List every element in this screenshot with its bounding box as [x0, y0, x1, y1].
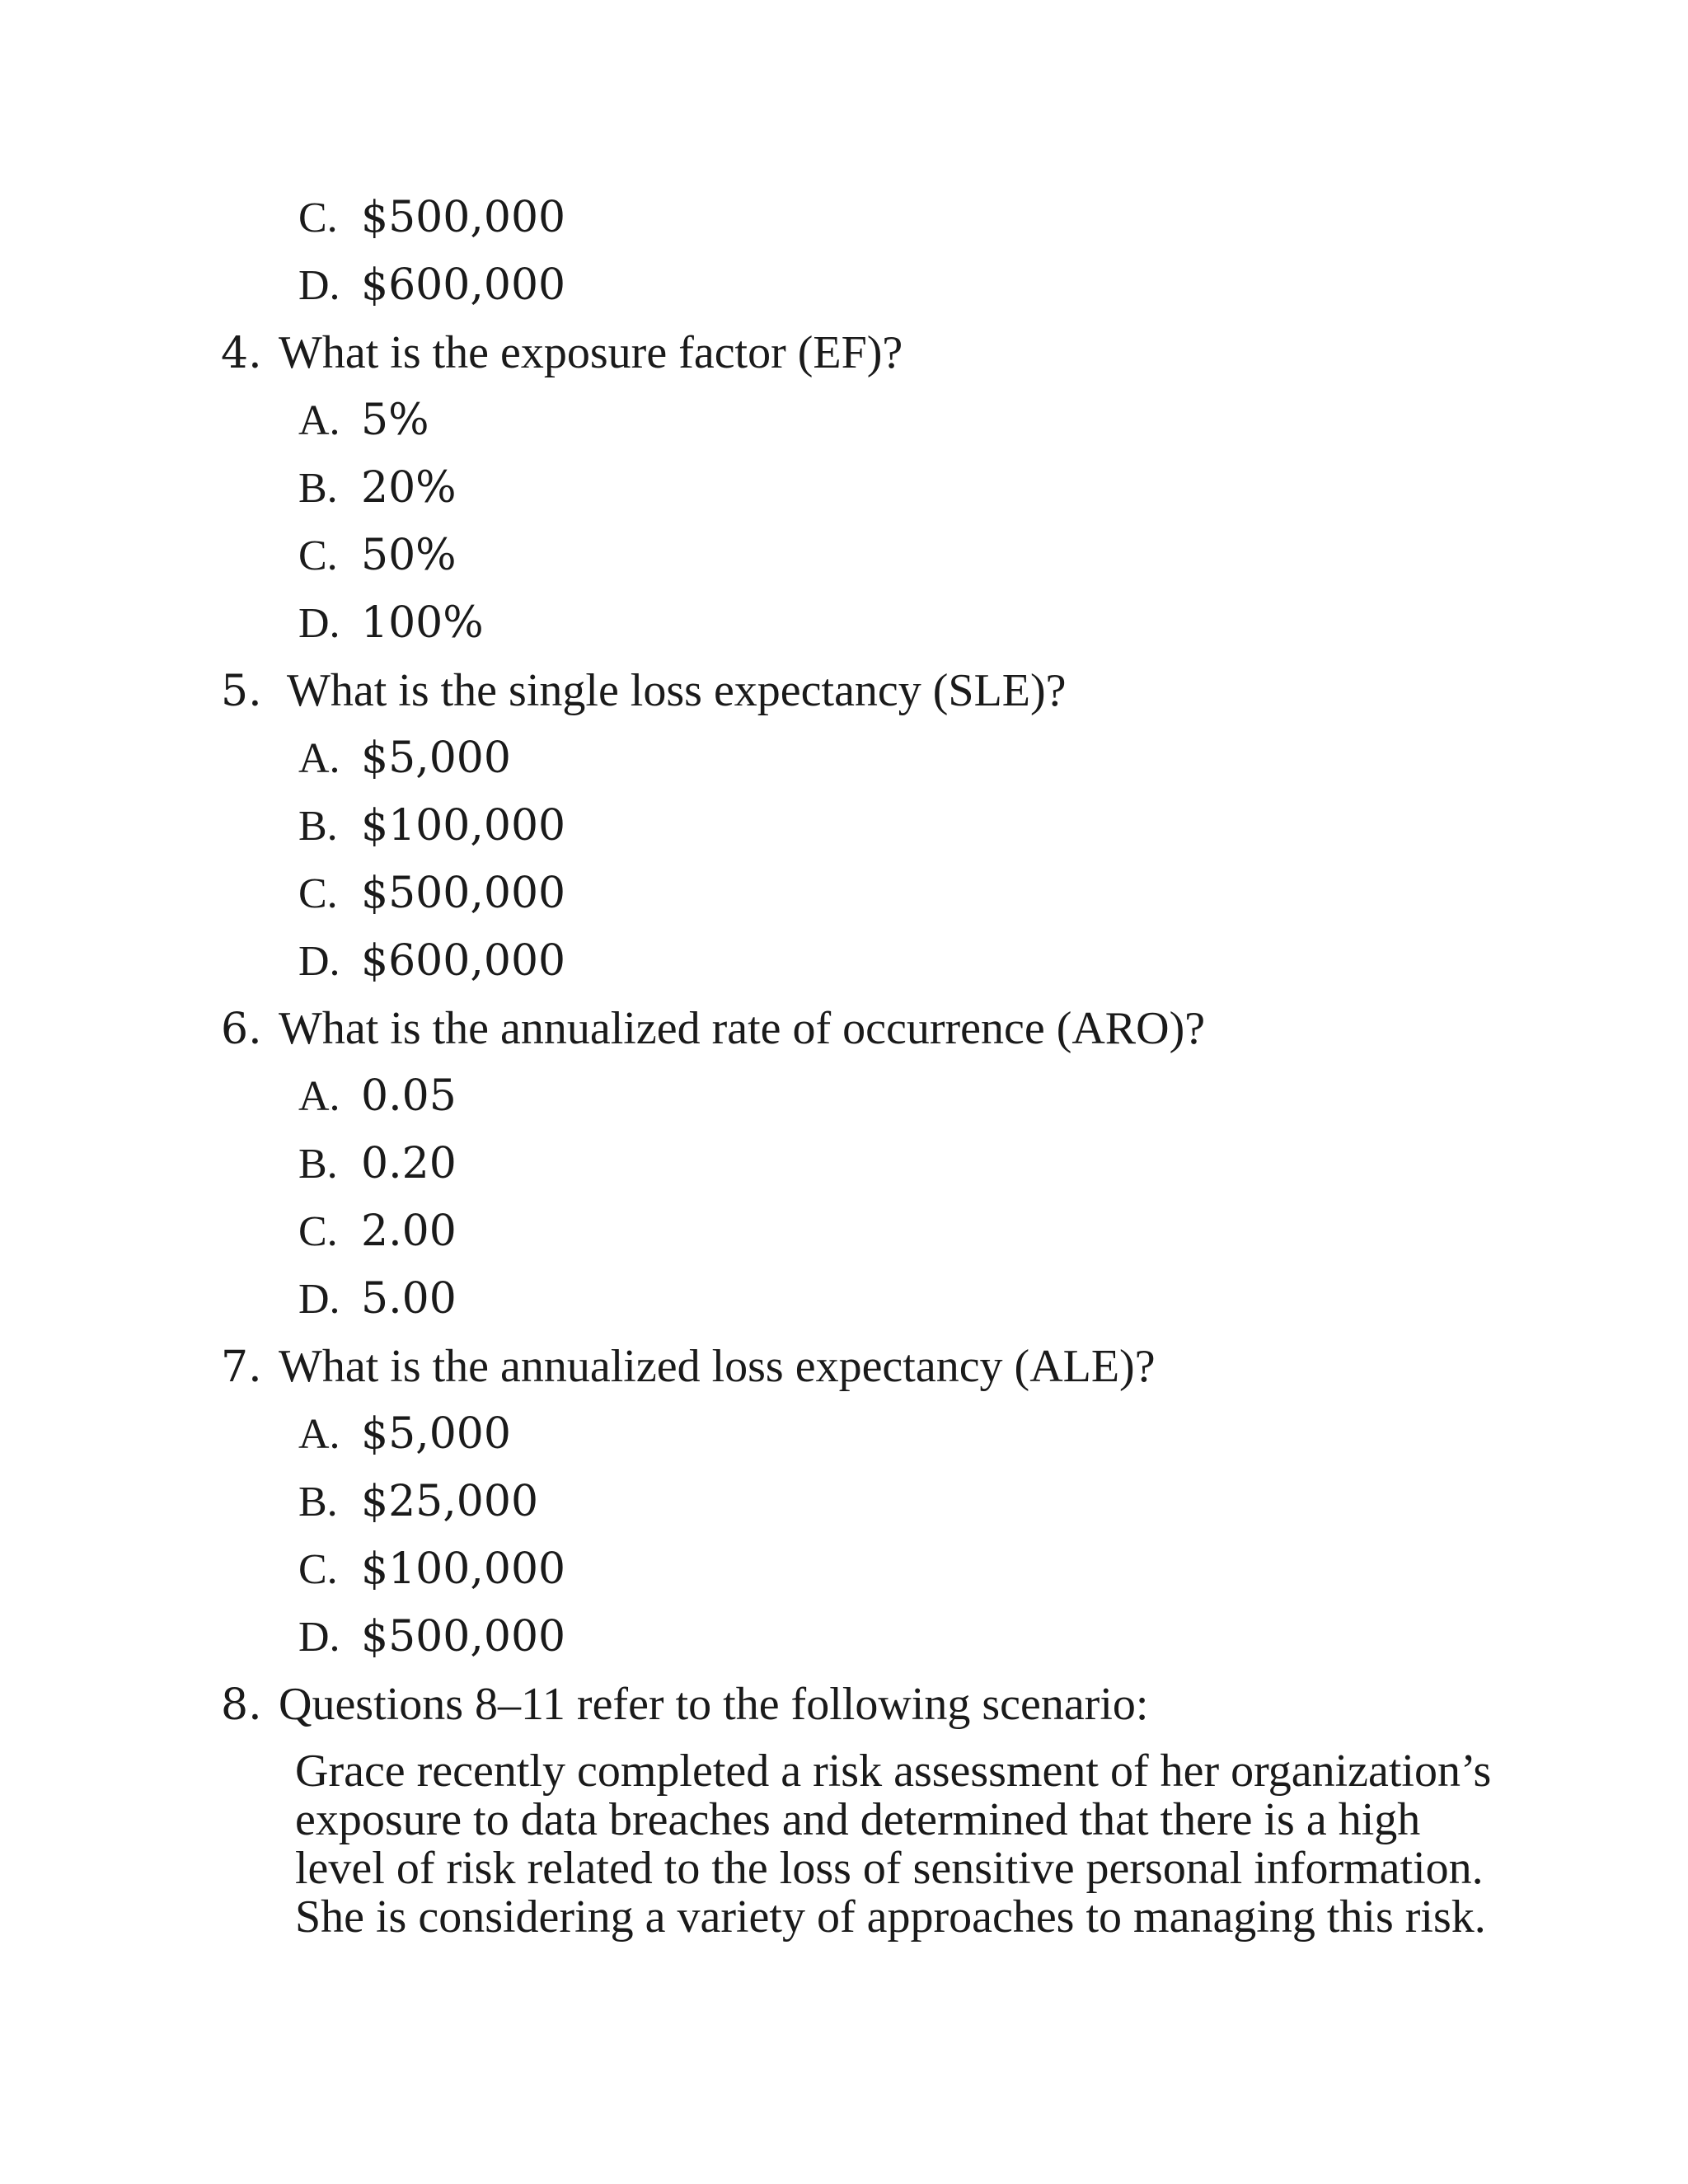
option-letter: B.	[298, 465, 338, 512]
question-text: What is the single loss expectancy (SLE)?	[287, 665, 1067, 716]
question-number: 5.	[221, 667, 262, 716]
option-a	[298, 394, 429, 448]
option-letter: D.	[298, 600, 340, 647]
question-5	[221, 664, 1067, 718]
question-4	[221, 326, 903, 380]
option-letter: B.	[298, 1141, 338, 1188]
option-letter: A.	[298, 735, 340, 782]
option-letter: B.	[298, 803, 338, 850]
option-letter: D.	[298, 1614, 340, 1661]
question-text: What is the annualized rate of occurrence (ARO)?	[279, 1003, 1206, 1054]
question-7	[221, 1340, 1156, 1394]
option-letter: C.	[298, 870, 338, 917]
option-letter: D.	[298, 938, 340, 985]
scenario-line: Grace recently completed a risk assessment of her organization’s	[295, 1746, 1492, 1797]
question-number: 8.	[221, 1680, 262, 1730]
question-number: 4.	[221, 329, 262, 378]
option-text: 5.00	[361, 1274, 457, 1324]
option-a	[298, 1408, 511, 1461]
option-text: $5,000	[361, 1409, 511, 1459]
option-a	[298, 732, 511, 785]
option-text: 0.20	[361, 1139, 457, 1188]
option-b	[298, 799, 565, 853]
option-d	[298, 259, 565, 312]
option-text: $5,000	[361, 733, 511, 783]
option-letter: C.	[298, 1208, 338, 1255]
option-c	[298, 1205, 457, 1258]
option-text: 50%	[361, 531, 457, 580]
question-text: Questions 8–11 refer to the following scenario:	[279, 1679, 1149, 1730]
option-text: $600,000	[361, 936, 566, 986]
option-d	[298, 935, 565, 988]
option-text: 0.05	[361, 1071, 457, 1121]
option-d	[298, 1610, 565, 1664]
scenario-paragraph	[295, 1747, 1548, 1942]
option-text: $600,000	[361, 260, 566, 310]
option-c	[298, 867, 565, 921]
option-letter: B.	[298, 1479, 338, 1526]
option-text: 20%	[361, 463, 457, 513]
option-c	[298, 1543, 565, 1596]
question-6	[221, 1002, 1205, 1056]
option-c	[298, 191, 565, 245]
option-b	[298, 462, 457, 515]
scenario-line: level of risk related to the loss of sensitive personal information.	[295, 1843, 1484, 1894]
option-text: 2.00	[361, 1207, 457, 1256]
option-text: $500,000	[361, 1612, 566, 1661]
option-letter: D.	[298, 1276, 340, 1323]
option-letter: A.	[298, 1073, 340, 1120]
option-letter: C.	[298, 1546, 338, 1593]
option-text: $100,000	[361, 1544, 566, 1594]
question-8	[221, 1678, 1148, 1732]
question-text: What is the exposure factor (EF)?	[279, 327, 903, 378]
option-b	[298, 1475, 538, 1529]
option-text: $500,000	[361, 193, 566, 242]
option-d	[298, 597, 484, 650]
option-a	[298, 1070, 457, 1123]
option-b	[298, 1137, 457, 1191]
option-letter: C.	[298, 532, 338, 579]
question-number: 7.	[221, 1343, 262, 1392]
option-c	[298, 529, 457, 583]
option-text: 100%	[361, 598, 484, 648]
option-text: $25,000	[361, 1477, 539, 1526]
scenario-line: exposure to data breaches and determined that there is a high	[295, 1794, 1421, 1845]
option-text: 5%	[361, 396, 429, 445]
option-letter: A.	[298, 397, 340, 444]
option-letter: A.	[298, 1411, 340, 1458]
option-d	[298, 1272, 457, 1326]
question-text: What is the annualized loss expectancy (ALE)?	[279, 1341, 1156, 1392]
scenario-line: She is considering a variety of approaches to managing this risk.	[295, 1891, 1486, 1943]
option-letter: C.	[298, 194, 338, 241]
question-number: 6.	[221, 1005, 262, 1054]
option-letter: D.	[298, 262, 340, 309]
option-text: $100,000	[361, 801, 566, 851]
option-text: $500,000	[361, 869, 566, 918]
